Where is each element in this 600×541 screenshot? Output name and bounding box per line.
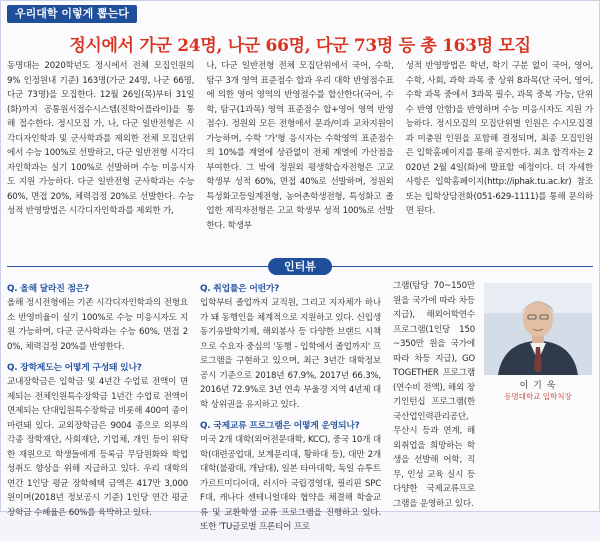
interview-header: 인터뷰 (268, 258, 332, 275)
headline: 정시에서 가군 24명, 나군 66명, 다군 73명 등 총 163명 모집 (69, 36, 531, 56)
answer: 올해 정시전형에는 기존 시각디자인학과의 전형요소 반영비율이 실기 100%로 수능 미응시자도 지원 가능하며, 다군 군사학과는 수능 60%, 면접 20%, 체력검정 20%를 반영한다. (7, 298, 188, 352)
person-name: 이 기 욱 (519, 381, 557, 391)
answer: 그램(탐당 70~150만 원을 국가에 따라 차등 지급), 해외어학연수 프로그램(1인당 150~350만 원을 국가에 따라 차등 지급), GO TOGETHER 프로그램(연수비 전액), 해외 장기인턴십 프로그램(한국산업인력관리공단, 무산시 등과 연계, 해외취업을 희망하는 학생을 선발해 어학, 직무, 인성 교육 실시 등 다양한 국제교류프로그램을 운영하고 있다. (393, 281, 475, 509)
question: Q. 국제교류 프로그램은 어떻게 운영되나? (200, 421, 360, 431)
article-text: 동명대는 2020학년도 정시에서 전체 모집인원의 9% 인정원내 기준) 163명(가군 24명, 나군 66명, 다군 73명)을 모집한다. 12월 26일(목)부터 31일(화)까지 공통원서접수시스템(진학어플라이)을 통해 접수한다. 정시모집 가, 나, 다군 일반전형은 시각디자인학과 및 군사학과를 제외한 전체 모집단위에서 수능 100%로 선발하고, 다군 일반전형 시각디자인학과는 실기 100%로 선발하며 수능 미응시자도 지원 가능하다. 다군 일반전형 군사학과는 수능 60%, 면접 20%, 체력검정 20%로 선발한다. 수능성적 반영방법은 시각디자인학과를 제외한 가, (7, 61, 195, 216)
portrait-block (483, 279, 593, 541)
question: Q. 올해 달라진 점은? (7, 284, 89, 294)
interview-column-1 (7, 279, 188, 541)
question: Q. 취업률은 어떤가? (200, 284, 280, 294)
article-text: 성적 반영방법은 학년, 학기 구분 없이 국어, 영어, 수학, 사회, 과학 과목 중 상위 8과목(단 국어, 영어, 수학 과목 중에서 3과목 필수, 과목 중복 가능, 단위수 반영 안함)을 반영하며 수능 미응시자도 지원 가능하다. 정시모집의 모집단위별 인원은 수시모집결과 미충원 인원을 포함해 결정되며, 최종 모집인원은 입학홈페이지를 통해 공지한다. 최초 합격자는 2020년 2월 4일(화)에 발표할 예정이다. 더 자세한 사항은 입학홈페이지(http://iphak.tu.ac.kr) 참조 또는 입학상담전화(051-629-1111)를 통해 문의하면 된다. (405, 61, 593, 216)
article-text: 나, 다군 일반전형 전체 모집단위에서 국어, 수학, 탐구 3개 영역 표준점수 합과 우리 대학 반영점수표에 의한 영어 영역의 반영점수를 합산한다(국어, 수학, 탐구(1과목) 영역 표준점수 합+영어 영역 반영점수). 정원외 모든 전형에서 문과/이과 교차지원이 가능하며, 수학 '가'형 응시자는 수학영역 표준점수의 10%를 계열에 상관없이 전체 계열에 가산점을 부여한다. 그 밖에 정원외 평생학습자전형은 고교 학생부 성적 60%, 면접 40%로 선발하며, 정원외 특성화고등일계전형, 농어촌학생전형, 특성화고 졸업한 재직자전형은 고교 학생부 성적 100%로 선발한다. 학생부 (206, 61, 394, 231)
interview-column-3 (393, 279, 593, 541)
portrait-photo (484, 283, 592, 375)
person-image (484, 283, 592, 375)
section-badge: 우리대학 이렇게 뽑는다 (7, 5, 137, 23)
interview-section (7, 279, 593, 541)
interview-text (393, 279, 475, 541)
question: Q. 장학제도는 어떻게 구성돼 있나? (7, 363, 142, 373)
answer: 입학부터 졸업까지 교직원, 그리고 지자체가 하나가 돼 동행인을 체계적으로 지원하고 있다. 신입생동기유발학기제, 해외봉사 등 다양한 브랜드 시책으로 수요자 중심의 '동행 - 입학에서 졸업까지' 프로그램을 구현하고 있으며, 최근 3년간 대학정보공시 기준으로 2018년 67.9%, 2017년 66.3%, 2016년 72.9%로 3년 연속 부울경 지역 4년제 대학 상위권을 유지하고 있다. (200, 298, 381, 410)
person-title: 동명대학교 입학처장 (504, 392, 572, 401)
article-column-2 (206, 59, 393, 233)
article-column-1 (7, 59, 194, 233)
interview-column-2 (200, 279, 381, 541)
answer: 미국 2개 대학(외어전문대학, KCC), 중국 10개 대학(대련공업대, 보계문리대, 황하대 등), 대만 2개 대학(불광대, 개남대), 일본 타마대학, 독일 슈투트가르트미디어대, 러시아 국립경영대, 필리핀 SPCF대, 캐나다 센테니얼대와 협약을 체결해 학술교류 및 교환학생 교류 프로그램을 진행하고 있다. 또한 'TU글로벌 프론티어 프로 (200, 435, 381, 532)
article-column-3 (406, 59, 593, 233)
answer: 교내장학금은 입학금 및 4년간 수업료 전액이 면제되는 전체인원특수장학금 1년간 수업료 전액이 면제되는 단대입원특수장학금 비롯해 400여 종이 마련돼 있다. 교외장학금은 9004 종으로 외부의 각종 장학재단, 사회재단, 기업체, 개인 등이 위탁한 재원으로 학생들에게 등록금 무담원화와 학업성취도 향상을 위해 지급하고 있다. 우리 대학의 연간 1인당 평균 장학혜택 금액은 417만 3,000원이며(2018년 정보공시 기준) 1인당 연간 평균 장학금 수혜율은 60%를 육박하고 있다. (7, 377, 188, 518)
main-article (7, 59, 593, 233)
